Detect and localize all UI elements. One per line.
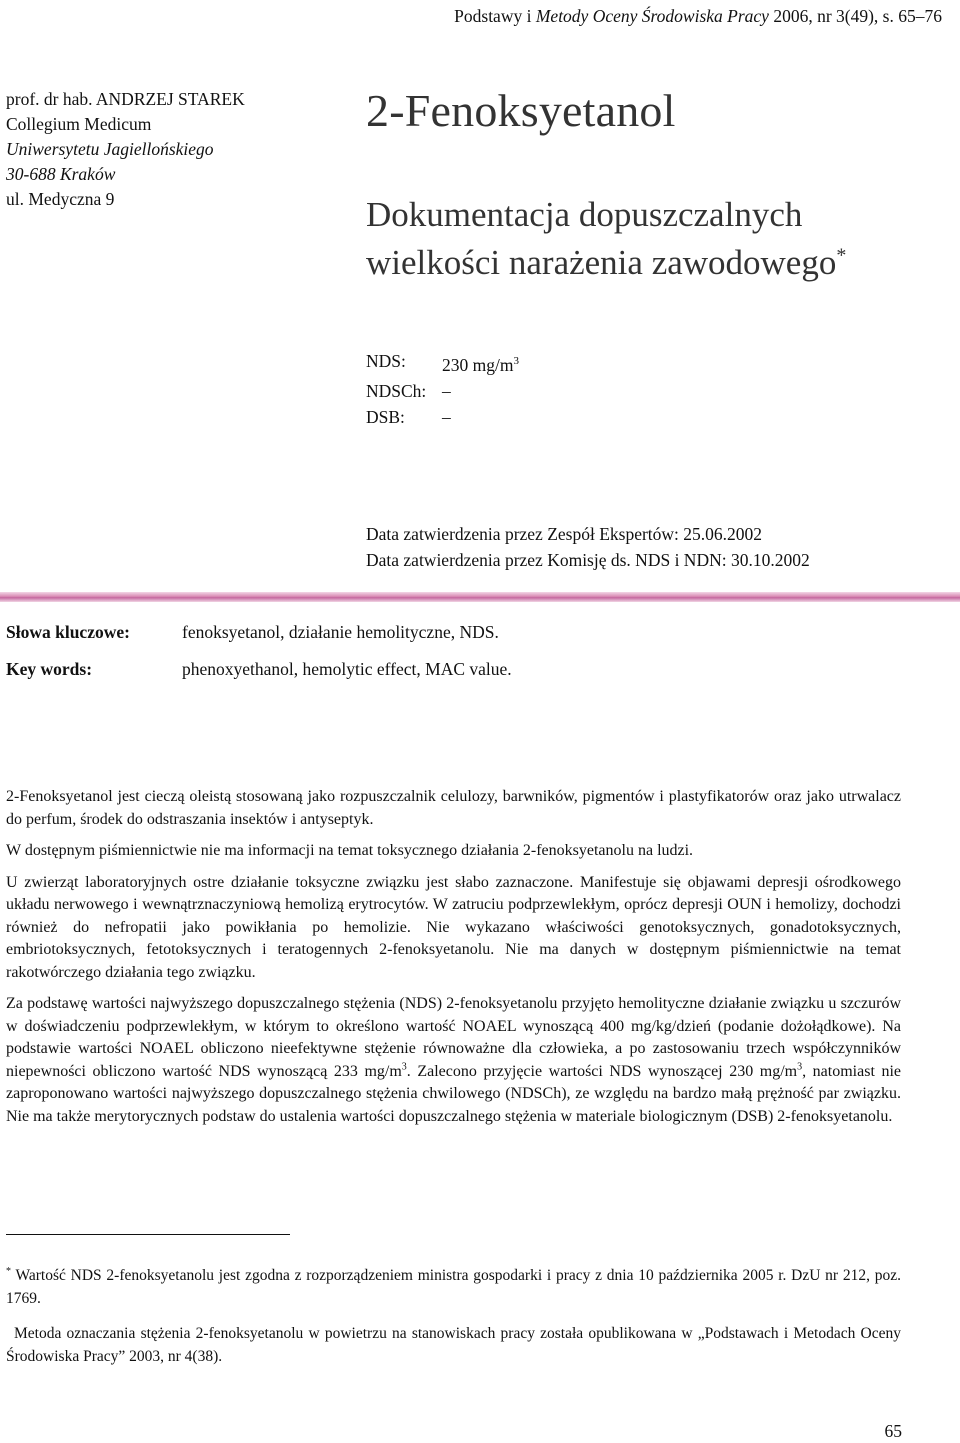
journal-header <box>454 6 942 27</box>
footnotes <box>6 1260 901 1380</box>
footnote-separator <box>6 1234 290 1235</box>
page-number: 65 <box>884 1421 902 1441</box>
keywords-en <box>6 659 512 696</box>
keywords-pl <box>6 622 512 659</box>
subtitle-line-1: Dokumentacja dopuszczalnych <box>366 195 803 234</box>
author-name: prof. dr hab. ANDRZEJ STAREK <box>6 89 245 109</box>
abstract-paragraph: Za podstawę wartości najwyższego dopuszczalnego stężenia (NDS) 2-fenoksyetanolu przyjęto hemolityczne działanie związku u szczurów w doświadczeniu podprzewlekłym, w którym to określono wartość NOAEL wynoszącą 400 mg/kg/dzień (podanie dożołądkowe). Na podstawie wartości NOAEL obliczono nieefektywne stężenie równoważne dla człowieka, a po zastosowaniu trzech współczynników niepewności obliczono wartość NDS wynoszącą 233 $mg/m^3$. Zalecono przyjęcie wartości NDS wynoszącej 230 $mg/m^3$, natomiast nie zaproponowano wartości najwyższego dopuszczalnego stężenia chwilowego (NDSCh), ze względu na bardzo małą prężność par związku. Nie ma także merytorycznych podstaw do ustalenia wartości dopuszczalnego stężenia w materiale biologicznym (DSB) 2-fenoksyetanolu. <box>6 995 902 1125</box>
journal-name-prefix: Podstawy i <box>454 6 536 26</box>
document-subtitle <box>366 191 846 287</box>
author-block <box>6 87 245 212</box>
keywords-pl-value: fenoksyetanol, działanie hemolityczne, NDS. <box>182 622 499 642</box>
journal-name-italic: Metody Oceny Środowiska Pracy <box>535 6 769 26</box>
limit-label: DSB: <box>366 406 405 427</box>
author-university: Uniwersytetu Jagiellońskiego <box>6 139 214 159</box>
author-city: 30-688 Kraków <box>6 164 116 184</box>
limit-row-ndsch <box>366 378 519 404</box>
journal-issue-info: 2006, nr 3(49), s. 65–76 <box>768 6 942 26</box>
footnote-2: Metoda oznaczania stężenia 2-fenoksyetanolu w powietrzu na stanowiskach pracy została opublikowana w „Podstawach i Metodach Oceny Środowiska Pracy” 2003, nr 4(38). <box>6 1325 901 1366</box>
footnote-marker: * <box>836 244 847 267</box>
limit-row-dsb <box>366 404 519 430</box>
keywords-pl-label: Słowa kluczowe: <box>6 622 130 642</box>
author-street: ul. Medyczna 9 <box>6 189 115 209</box>
author-institution: Collegium Medicum <box>6 114 152 134</box>
abstract-paragraph: U zwierząt laboratoryjnych ostre działanie toksyczne związku jest słabo zaznaczone. Manifestuje się objawami depresji ośrodkowego układu nerwowego i wewnątrznaczyniową hemolizą erytrocytów. W zatruciu podprzewlekłym, oprócz depresji OUN i hemolizy, dochodzi również do nefropatii jako powikłania po hemolizie. Nie wykazano właściwości genotoksycznych, gonadotoksycznych, embriotoksycznych, fetotoksycznych i teratogennych 2-fenoksyetanolu. Nie ma danych w dostępnym piśmiennictwie na temat rakotwórczego działania tego związku. <box>6 873 901 981</box>
keywords-en-label: Key words: <box>6 659 93 679</box>
approval-commission: Data zatwierdzenia przez Komisję ds. NDS i NDN: 30.10.2002 <box>366 550 810 570</box>
approval-experts: Data zatwierdzenia przez Zespół Ekspertów: 25.06.2002 <box>366 524 763 544</box>
page-title: 2-Fenoksyetanol <box>366 85 676 136</box>
footnote-marker: * <box>6 1266 11 1277</box>
limit-label: NDS: <box>366 351 406 371</box>
limit-label: NDSCh: <box>366 380 427 401</box>
abstract-paragraph: 2-Fenoksyetanol jest cieczą oleistą stosowaną jako rozpuszczalnik celulozy, barwników, pigmentów i plastyfikatorów oraz jako utrwalacz do perfum, środek do odstraszania insektów i antyseptyk. <box>6 788 901 828</box>
abstract <box>6 786 901 1137</box>
subtitle-line-2: wielkości narażenia zawodowego* <box>366 243 847 282</box>
abstract-paragraph: W dostępnym piśmiennictwie nie ma informacji na temat toksycznego działania 2-fenoksyetanolu na ludzi. <box>6 842 694 859</box>
limit-value: – <box>442 406 451 427</box>
approval-dates <box>366 521 810 573</box>
limit-value: – <box>442 380 451 401</box>
limit-value: 230 $mg/m^3$ <box>442 354 519 375</box>
section-divider <box>0 592 960 602</box>
limit-row-nds <box>366 348 519 378</box>
keywords-en-value: phenoxyethanol, hemolytic effect, MAC value. <box>182 659 512 679</box>
footnote-1: * Wartość NDS 2-fenoksyetanolu jest zgodna z rozporządzeniem ministra gospodarki i pracy z dnia 10 października 2005 r. DzU nr 212, poz. 1769. <box>6 1266 901 1308</box>
keywords-block <box>6 622 512 696</box>
exposure-limits <box>366 348 519 430</box>
